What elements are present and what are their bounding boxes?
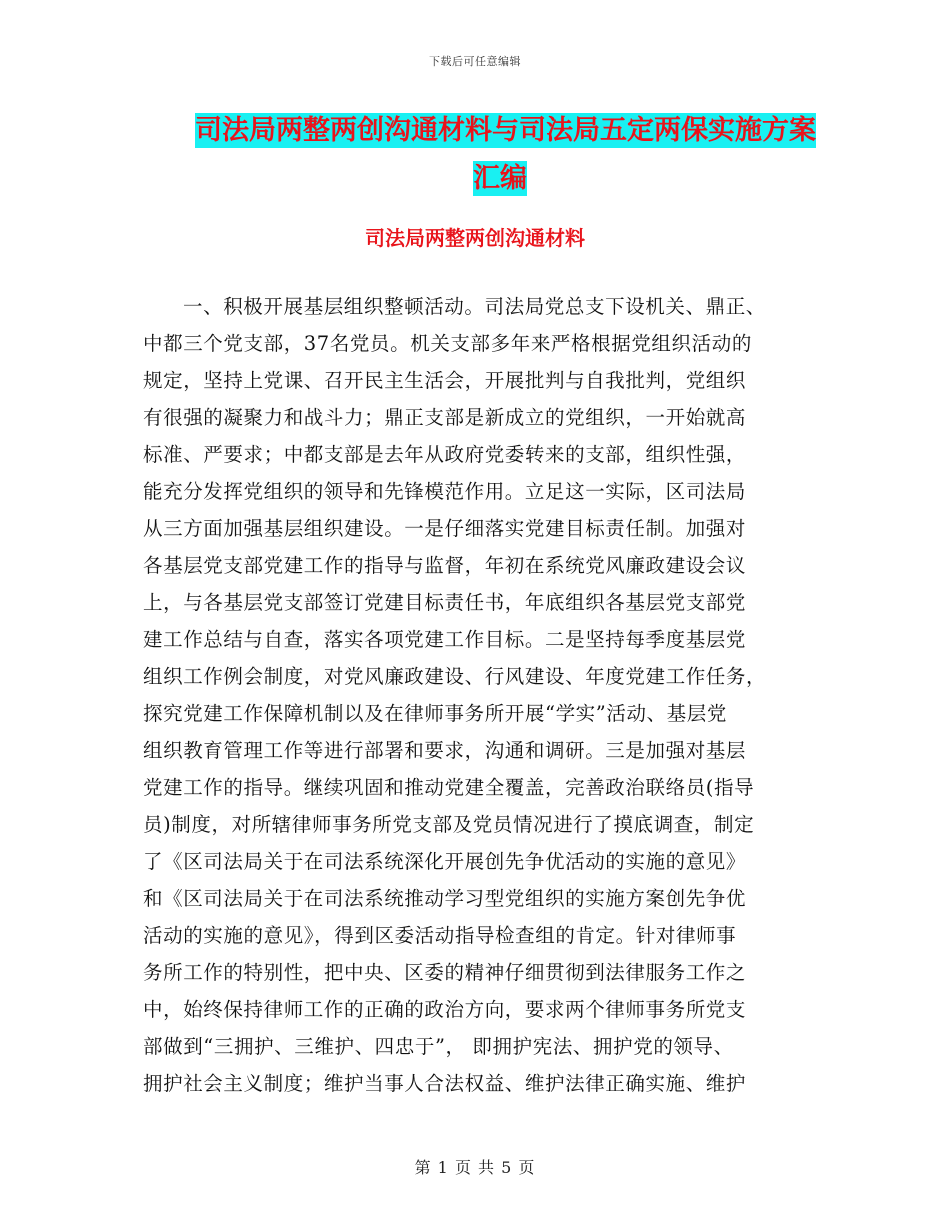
- section-title: 司法局两整两创沟通材料: [365, 226, 585, 250]
- body-line: 和《区司法局关于在司法系统推动学习型党组织的实施方案创先争优: [143, 887, 747, 910]
- body-line: 中，始终保持律师工作的正确的政治方向，要求两个律师事务所党支: [143, 998, 747, 1021]
- document-title: [195, 108, 816, 202]
- body-line: 员)制度，对所辖律师事务所党支部及党员情况进行了摸底调查，制定: [143, 813, 755, 836]
- body-line: 一、积极开展基层组织整顿活动。司法局党总支下设机关、鼎正、: [183, 295, 766, 318]
- body-line: 了《区司法局关于在司法系统深化开展创先争优活动的实施的意见》: [143, 850, 747, 873]
- body-line: 能充分发挥党组织的领导和先锋模范作用。立足这一实际，区司法局: [143, 480, 747, 503]
- body-line: 从三方面加强基层组织建设。一是仔细落实党建目标责任制。加强对: [143, 517, 747, 540]
- document-title-line-1: 司法局两整两创沟通材料与司法局五定两保实施方案: [195, 115, 816, 146]
- body-line: 有很强的凝聚力和战斗力；鼎正支部是新成立的党组织，一开始就高: [143, 406, 747, 429]
- body-line: 组织工作例会制度，对党风廉政建设、行风建设、年度党建工作任务，: [143, 665, 767, 688]
- body-text: [143, 288, 811, 1102]
- header-note: 下载后可任意编辑: [429, 55, 521, 68]
- body-line: 务所工作的特别性，把中央、区委的精神仔细贯彻到法律服务工作之: [143, 961, 747, 984]
- body-line: 中都三个党支部，37名党员。机关支部多年来严格根据党组织活动的: [143, 332, 752, 355]
- body-line: 组织教育管理工作等进行部署和要求，沟通和调研。三是加强对基层: [143, 739, 747, 762]
- body-line: 党建工作的指导。继续巩固和推动党建全覆盖，完善政治联络员(指导: [143, 776, 755, 799]
- body-line: 活动的实施的意见》，得到区委活动指导检查组的肯定。针对律师事: [143, 924, 737, 947]
- body-line: 探究党建工作保障机制以及在律师事务所开展“学实”活动、基层党: [143, 702, 727, 725]
- body-line: 部做到“三拥护、三维护、四忠于”， 即拥护宪法、拥护党的领导、: [143, 1035, 734, 1058]
- document-title-line-2: 汇编: [473, 163, 527, 194]
- body-line: 拥护社会主义制度；维护当事人合法权益、维护法律正确实施、维护: [143, 1072, 747, 1095]
- page-number-footer: 第 1 页 共 5 页: [414, 1158, 536, 1177]
- body-line: 上，与各基层党支部签订党建目标责任书，年底组织各基层党支部党: [143, 591, 747, 614]
- body-line: 标准、严要求；中都支部是去年从政府党委转来的支部，组织性强，: [143, 443, 747, 466]
- body-line: 建工作总结与自查，落实各项党建工作目标。二是坚持每季度基层党: [143, 628, 747, 651]
- body-line: 规定，坚持上党课、召开民主生活会，开展批判与自我批判，党组织: [143, 369, 747, 392]
- body-line: 各基层党支部党建工作的指导与监督，年初在系统党风廉政建设会议: [143, 554, 747, 577]
